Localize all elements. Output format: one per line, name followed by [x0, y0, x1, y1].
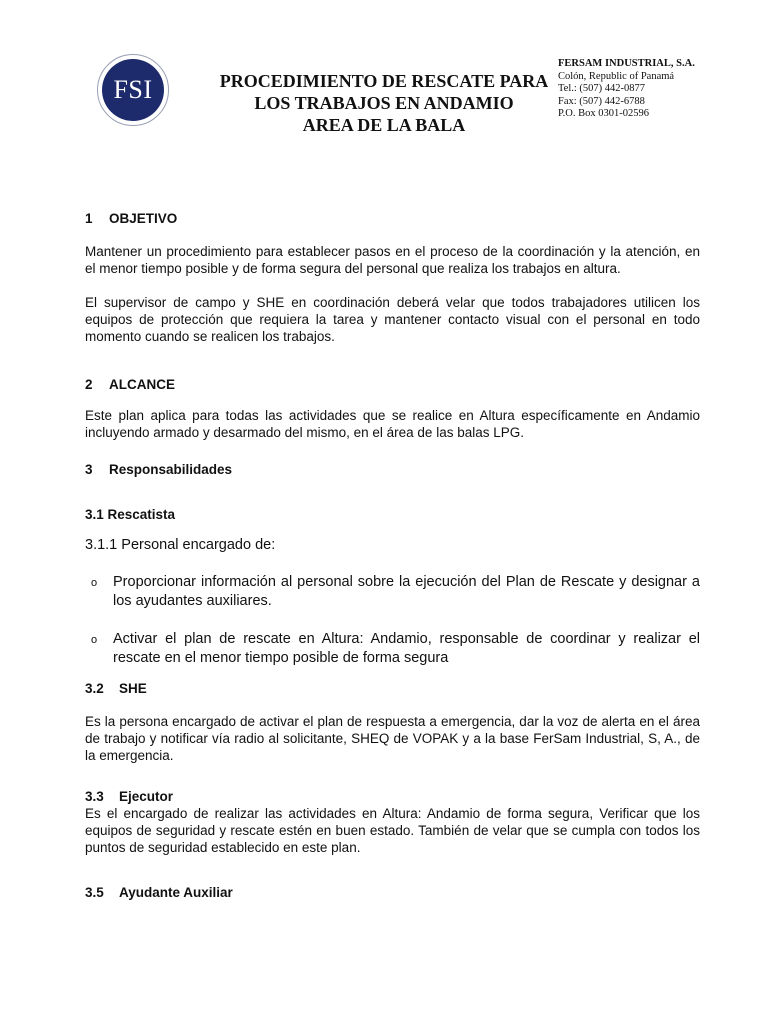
- list-item: [85, 630, 700, 668]
- rescatista-intro: 3.1.1 Personal encargado de:: [85, 537, 276, 553]
- company-fax: Fax: (507) 442-6788: [558, 95, 645, 107]
- title-line-2: LOS TRABAJOS EN ANDAMIO: [254, 93, 514, 113]
- bullet-icon: o: [91, 634, 98, 646]
- section-number: 2: [85, 377, 93, 392]
- logo-text: FSI: [102, 59, 164, 121]
- objetivo-paragraph-2: El supervisor de campo y SHE en coordinación deberá velar que todos trabajadores utilicen los equipos de protección que requiera la tarea y mantener contacto visual con el personal en todo momento cuando se realicen los trabajos.: [85, 295, 700, 344]
- company-tel: Tel.: (507) 442-0877: [558, 83, 646, 94]
- section-title: SHE: [119, 681, 147, 696]
- section-ayudante-heading: [85, 884, 700, 901]
- document-body: [85, 210, 700, 901]
- list-item-text: Proporcionar información al personal sobre la ejecución del Plan de Rescate y designar a los ayudantes auxiliares.: [113, 574, 700, 609]
- company-logo: [97, 54, 169, 126]
- section-title: Ayudante Auxiliar: [119, 885, 233, 900]
- rescatista-duties-list: [85, 573, 700, 668]
- alcance-paragraph-1: Este plan aplica para todas las actividades que se realice en Altura específicamente en Andamio incluyendo armado y desarmado del mismo, en el área de las balas LPG.: [85, 408, 700, 440]
- section-title: ALCANCE: [109, 377, 175, 392]
- section-title: Responsabilidades: [109, 462, 233, 477]
- ejecutor-paragraph-1: Es el encargado de realizar las actividades en Altura: Andamio de forma segura, Verificar que los equipos de seguridad y rescate estén en buen estado. También de velar que se cumpla con todos los puntos de seguridad establecido en este plan.: [85, 806, 700, 855]
- list-item-text: Activar el plan de rescate en Altura: Andamio, responsable de coordinar y realizar el rescate en el menor tiempo posible de forma segura: [113, 631, 700, 666]
- she-paragraph-1: Es la persona encargado de activar el plan de respuesta a emergencia, dar la voz de alerta en el área de trabajo y notificar vía radio al solicitante, SHEQ de VOPAK y a la base FerSam Industrial, S, A., de la emergencia.: [85, 714, 700, 763]
- title-line-3: AREA DE LA BALA: [302, 115, 466, 135]
- document-title: [214, 70, 554, 136]
- company-po-box: P.O. Box 0301-02596: [558, 108, 650, 119]
- company-name: FERSAM INDUSTRIAL, S.A.: [558, 58, 695, 69]
- section-number: 3.2: [85, 681, 104, 696]
- list-item: [85, 573, 700, 611]
- company-address: Colón, Republic of Panamá: [558, 70, 675, 82]
- section-alcance-heading: [85, 376, 700, 393]
- section-title: OBJETIVO: [109, 211, 178, 226]
- section-number: 3.5: [85, 885, 104, 900]
- section-responsabilidades-heading: [85, 461, 700, 478]
- section-ejecutor-heading: [85, 788, 700, 805]
- section-number: 1: [85, 211, 93, 226]
- section-title: Ejecutor: [119, 789, 174, 804]
- section-number: 3.3: [85, 789, 104, 804]
- objetivo-paragraph-1: Mantener un procedimiento para establecer pasos en el proceso de la coordinación y la atención, en el menor tiempo posible y de forma segura del personal que realiza los trabajos en altura.: [85, 244, 700, 276]
- section-rescatista-heading: 3.1 Rescatista: [85, 507, 176, 522]
- bullet-icon: o: [91, 577, 98, 589]
- section-she-heading: [85, 680, 700, 697]
- title-line-1: PROCEDIMIENTO DE RESCATE PARA: [219, 71, 549, 91]
- section-objetivo-heading: [85, 210, 700, 227]
- company-info: [558, 58, 758, 121]
- section-number: 3: [85, 462, 93, 477]
